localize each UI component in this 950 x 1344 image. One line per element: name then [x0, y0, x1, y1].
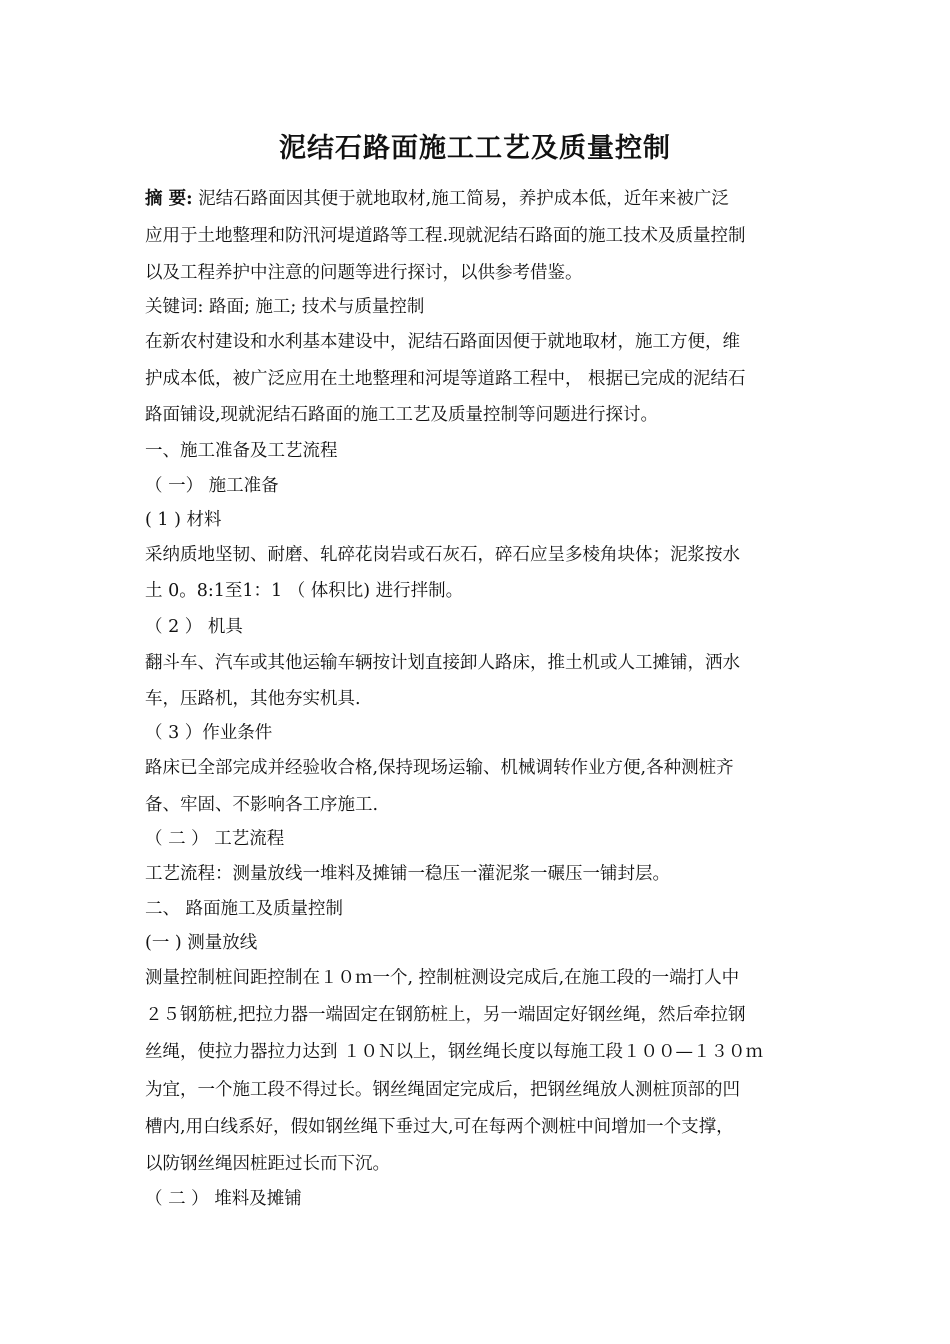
- survey-line-1: 测量控制桩间距控制在１０ｍ一个, 控制桩测设完成后,在施工段的一端打人中: [145, 968, 740, 988]
- section-1-heading: 一、施工准备及工艺流程: [145, 441, 338, 461]
- abstract-line-1: [145, 187, 729, 211]
- survey-line-5: 槽内,用白线系好，假如钢丝绳下垂过大,可在每两个测桩中间增加一个支撑，: [145, 1117, 734, 1137]
- intro-line-3: 路面铺设,现就泥结石路面的施工工艺及质量控制等问题进行探讨。: [145, 405, 659, 425]
- intro-line-2: 护成本低，被广泛应用在土地整理和河堤等道路工程中， 根据已完成的泥结石: [145, 369, 746, 389]
- section-2-sub-2-heading: （ 二 ） 堆料及摊铺: [145, 1189, 302, 1209]
- abstract-line-2: 应用于土地整理和防汛河堤道路等工程.现就泥结石路面的施工技术及质量控制: [145, 226, 746, 246]
- survey-line-6: 以防钢丝绳因桩距过长而下沉。: [145, 1154, 390, 1174]
- item-3-line-1: 路床已全部完成并经验收合格,保持现场运输、机械调转作业方便,各种测桩齐: [145, 758, 734, 778]
- keywords-line: 关键词: 路面; 施工; 技术与质量控制: [145, 297, 425, 317]
- item-3-heading: （ 3 ）作业条件: [145, 723, 273, 743]
- item-1-line-1: 采纳质地坚韧、耐磨、轧碎花岗岩或石灰石，碎石应呈多棱角块体；泥浆按水: [145, 545, 740, 565]
- item-1-line-2: 土 0。8:1至1：1 （ 体积比) 进行拌制。: [145, 581, 464, 601]
- section-1-sub-1-heading: （ 一） 施工准备: [145, 476, 279, 496]
- section-1-sub-2-heading: （ 二 ） 工艺流程: [145, 829, 285, 849]
- item-2-line-1: 翻斗车、汽车或其他运输车辆按计划直接卸人路床，推土机或人工摊铺，洒水: [145, 653, 740, 673]
- intro-line-1: 在新农村建设和水利基本建设中，泥结石路面因便于就地取材，施工方便，维: [145, 332, 740, 352]
- item-2-line-2: 车，压路机，其他夯实机具.: [145, 689, 361, 709]
- survey-line-4: 为宜，一个施工段不得过长。钢丝绳固定完成后，把钢丝绳放人测桩顶部的凹: [145, 1080, 740, 1100]
- item-2-heading: （ 2 ） 机具: [145, 617, 243, 637]
- abstract-line-3: 以及工程养护中注意的问题等进行探讨，以供参考借鉴。: [145, 263, 583, 283]
- item-3-line-2: 备、牢固、不影响各工序施工.: [145, 795, 379, 815]
- document-title: 泥结石路面施工工艺及质量控制: [279, 133, 671, 164]
- abstract-label: 摘 要:: [145, 189, 193, 209]
- item-1-heading: ( 1 ) 材料: [145, 510, 222, 530]
- survey-line-2: ２５钢筋桩,把拉力器一端固定在钢筋桩上，另一端固定好钢丝绳，然后牵拉钢: [145, 1005, 746, 1025]
- survey-line-3: 丝绳，使拉力器拉力达到 １０Ｎ以上，钢丝绳长度以每施工段１００—１３０ｍ: [145, 1042, 764, 1062]
- section-2-heading: 二、 路面施工及质量控制: [145, 899, 344, 919]
- section-2-sub-1-heading: (一 ) 测量放线: [145, 933, 258, 953]
- process-flow-line: 工艺流程：测量放线一堆料及摊铺一稳压一灌泥浆一碾压一铺封层。: [145, 864, 670, 884]
- abstract-text: 泥结石路面因其便于就地取材,施工简易，养护成本低，近年来被广泛: [198, 189, 729, 209]
